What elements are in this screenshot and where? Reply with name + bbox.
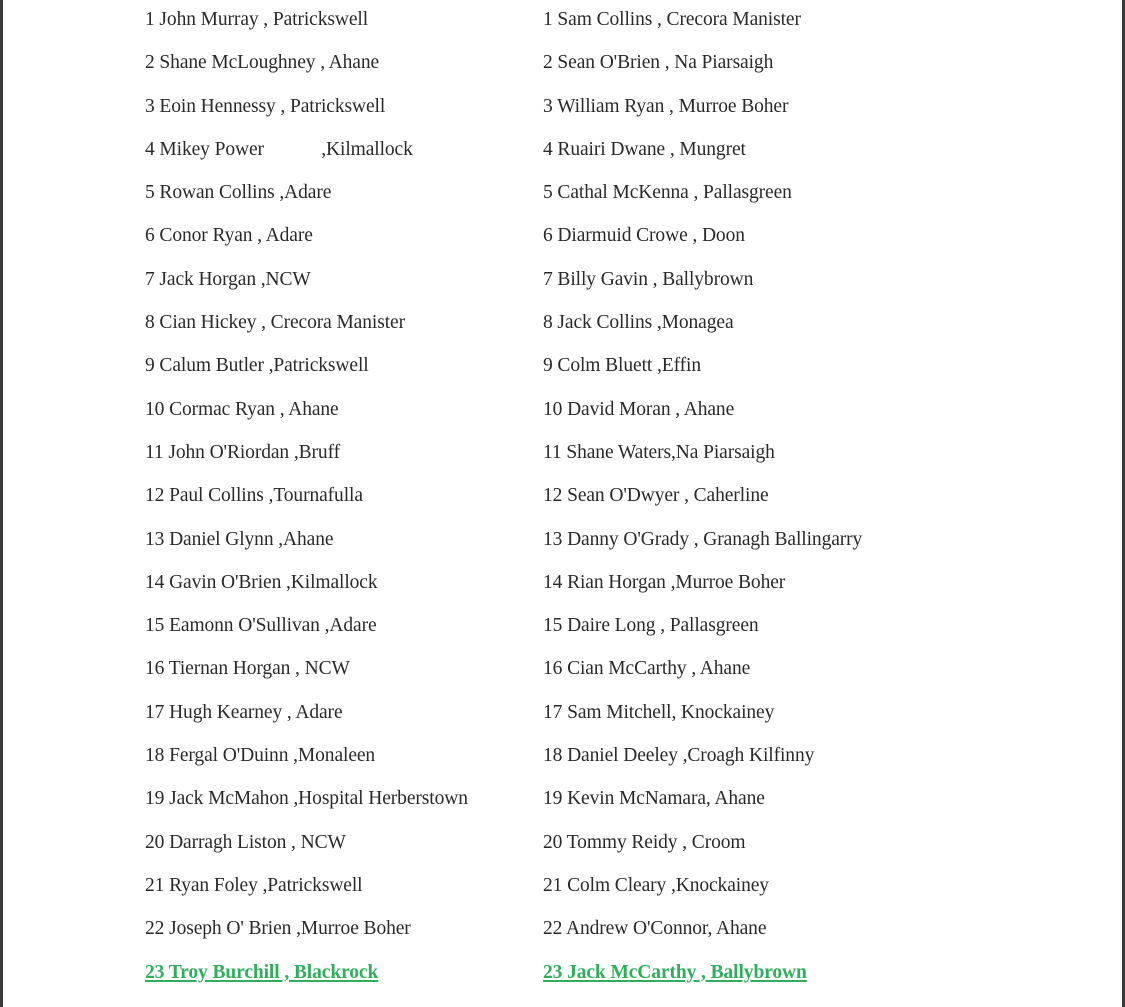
list-item: 4 Ruairi Dwane , Mungret <box>543 138 746 160</box>
list-item: 18 Fergal O'Duinn ,Monaleen <box>145 745 376 767</box>
list-item: 20 Tommy Reidy , Croom <box>543 831 746 853</box>
right-player-list <box>543 0 963 994</box>
list-item: 8 Cian Hickey , Crecora Manister <box>145 312 405 334</box>
left-player-list <box>145 0 545 994</box>
list-item: 5 Cathal McKenna , Pallasgreen <box>543 182 792 204</box>
list-item: 12 Sean O'Dwyer , Caherline <box>543 485 769 507</box>
list-item: 13 Daniel Glynn ,Ahane <box>145 528 334 550</box>
list-item: 14 Gavin O'Brien ,Kilmallock <box>145 571 378 593</box>
highlighted-list-item[interactable]: 23 Troy Burchill , Blackrock <box>145 961 379 983</box>
list-item: 3 Eoin Hennessy , Patrickswell <box>145 95 386 117</box>
list-item: 10 Cormac Ryan , Ahane <box>145 398 339 420</box>
list-item: 17 Hugh Kearney , Adare <box>145 701 343 723</box>
list-item: 20 Darragh Liston , NCW <box>145 831 346 853</box>
list-item: 7 Jack Horgan ,NCW <box>145 268 311 290</box>
list-item: 10 David Moran , Ahane <box>543 398 735 420</box>
list-item: 19 Jack McMahon ,Hospital Herberstown <box>145 788 468 810</box>
list-item: 5 Rowan Collins ,Adare <box>145 182 332 204</box>
left-page-border <box>0 0 3 1007</box>
list-item: 14 Rian Horgan ,Murroe Boher <box>543 571 786 593</box>
list-item: 16 Cian McCarthy , Ahane <box>543 658 751 680</box>
list-item: 9 Calum Butler ,Patrickswell <box>145 355 369 377</box>
list-item: 21 Ryan Foley ,Patrickswell <box>145 874 363 896</box>
list-item: 8 Jack Collins ,Monagea <box>543 312 734 334</box>
list-item: 22 Andrew O'Connor, Ahane <box>543 918 767 940</box>
list-item: 7 Billy Gavin , Ballybrown <box>543 268 754 290</box>
list-item: 15 Daire Long , Pallasgreen <box>543 615 759 637</box>
list-item: 1 Sam Collins , Crecora Manister <box>543 9 801 30</box>
list-item: 4 Mikey Power ,Kilmallock <box>145 138 413 160</box>
list-item: 13 Danny O'Grady , Granagh Ballingarry <box>543 528 863 550</box>
highlighted-list-item[interactable]: 23 Jack McCarthy , Ballybrown <box>543 961 807 983</box>
list-item: 6 Conor Ryan , Adare <box>145 225 313 247</box>
list-item: 18 Daniel Deeley ,Croagh Kilfinny <box>543 745 815 767</box>
list-item: 9 Colm Bluett ,Effin <box>543 355 701 377</box>
list-item: 21 Colm Cleary ,Knockainey <box>543 874 769 896</box>
list-item: 15 Eamonn O'Sullivan ,Adare <box>145 615 377 637</box>
list-item: 17 Sam Mitchell, Knockainey <box>543 701 775 723</box>
list-item: 2 Sean O'Brien , Na Piarsaigh <box>543 52 774 74</box>
list-item: 1 John Murray , Patrickswell <box>145 9 369 30</box>
list-item: 11 John O'Riordan ,Bruff <box>145 441 341 463</box>
list-item: 2 Shane McLoughney , Ahane <box>145 52 380 74</box>
list-item: 3 William Ryan , Murroe Boher <box>543 95 789 117</box>
list-item: 19 Kevin McNamara, Ahane <box>543 788 765 810</box>
list-item: 22 Joseph O' Brien ,Murroe Boher <box>145 918 411 940</box>
list-item: 12 Paul Collins ,Tournafulla <box>145 485 363 507</box>
list-item: 16 Tiernan Horgan , NCW <box>145 658 350 680</box>
list-item: 11 Shane Waters,Na Piarsaigh <box>543 441 775 463</box>
list-item: 6 Diarmuid Crowe , Doon <box>543 225 745 247</box>
